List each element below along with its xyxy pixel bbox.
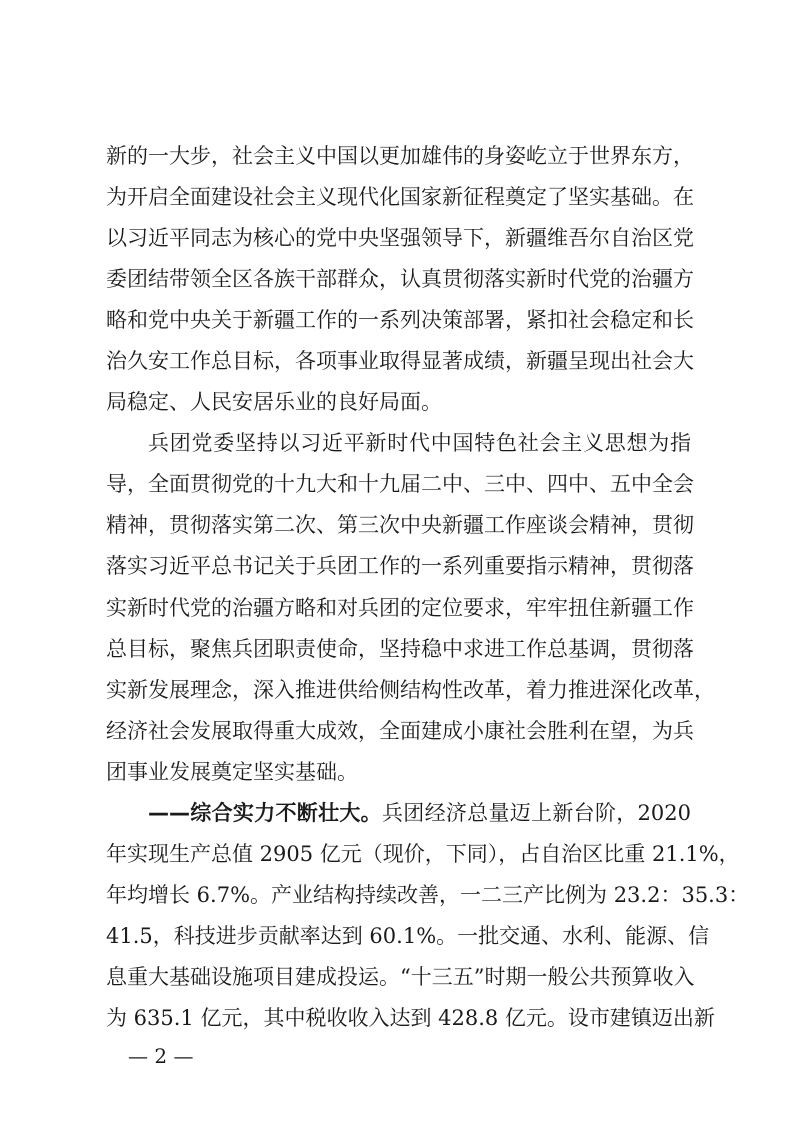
paragraph-1-line-5: 略和党中央关于新疆工作的一系列决策部署，紧扣社会稳定和长 [106,308,694,332]
paragraph-3-line-1-text: 兵团经济总量迈上新台阶，2020 [381,801,691,825]
paragraph-2-line-7: 实新发展理念，深入推进供给侧结构性改革，着力推进深化改革， [106,678,715,702]
paragraph-2-line-1: 兵团党委坚持以习近平新时代中国特色社会主义思想为指 [148,431,691,455]
paragraph-3-line-5: 息重大基础设施项目建成投运。“十三五”时期一般公共预算收入 [106,965,695,989]
section-heading: ——综合实力不断壮大。 [148,801,382,825]
paragraph-2-line-3: 精神，贯彻落实第二次、第三次中央新疆工作座谈会精神，贯彻 [106,513,694,537]
paragraph-1-line-6: 治久安工作总目标，各项事业取得显著成绩，新疆呈现出社会大 [106,349,694,373]
page-number: — 2 — [128,1044,194,1068]
paragraph-1-line-2: 为开启全面建设社会主义现代化国家新征程奠定了坚实基础。在 [106,185,694,209]
paragraph-2-line-2: 导，全面贯彻党的十九大和十九届二中、三中、四中、五中全会 [106,472,694,496]
paragraph-1-line-7: 局稳定、人民安居乐业的良好局面。 [106,390,442,414]
paragraph-3-line-2: 年实现生产总值 2905 亿元（现价，下同），占自治区比重 21.1%， [106,842,740,866]
paragraph-3-line-3: 年均增长 6.7%。产业结构持续改善，一二三产比例为 23.2：35.3： [106,883,750,907]
paragraph-2-line-8: 经济社会发展取得重大成效，全面建成小康社会胜利在望，为兵 [106,719,694,743]
paragraph-2-line-6: 总目标，聚焦兵团职责使命，坚持稳中求进工作总基调，贯彻落 [106,637,694,661]
paragraph-3-line-6: 为 635.1 亿元，其中税收收入达到 428.8 亿元。设市建镇迈出新 [106,1006,715,1030]
paragraph-1-line-3: 以习近平同志为核心的党中央坚强领导下，新疆维吾尔自治区党 [106,226,694,250]
paragraph-1-line-1: 新的一大步，社会主义中国以更加雄伟的身姿屹立于世界东方， [106,144,694,168]
paragraph-2-line-5: 实新时代党的治疆方略和对兵团的定位要求，牢牢扭住新疆工作 [106,596,694,620]
paragraph-2-line-4: 落实习近平总书记关于兵团工作的一系列重要指示精神，贯彻落 [106,554,694,578]
paragraph-3-line-1 [148,798,691,828]
paragraph-3-line-4: 41.5，科技进步贡献率达到 60.1%。一批交通、水利、能源、信 [106,924,710,948]
paragraph-1-line-4: 委团结带领全区各族干部群众，认真贯彻落实新时代党的治疆方 [106,267,694,291]
paragraph-2-line-9: 团事业发展奠定坚实基础。 [106,760,358,784]
